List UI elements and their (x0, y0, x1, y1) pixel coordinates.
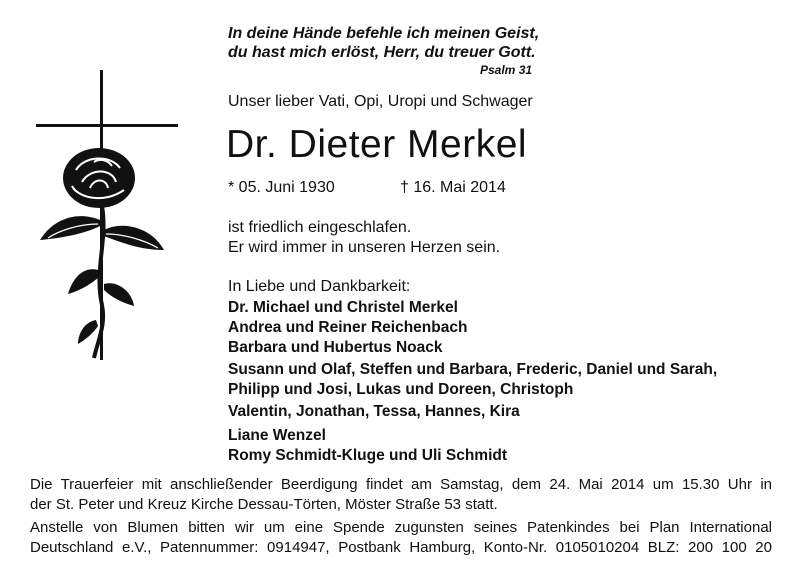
bible-verse-line: In deine Hände befehle ich meinen Geist, (228, 25, 540, 42)
cross-with-rose-icon (24, 70, 194, 360)
message-line: ist friedlich eingeschlafen. (228, 219, 412, 236)
bible-verse-line: du hast mich erlöst, Herr, du treuer Gott. (228, 44, 536, 61)
family-line: Andrea und Reiner Reichenbach (228, 319, 468, 336)
message-line: Er wird immer in unseren Herzen sein. (228, 239, 501, 256)
deceased-name: Dr. Dieter Merkel (226, 123, 528, 166)
family-group (228, 426, 507, 466)
family-line: Philipp und Josi, Lukas und Doreen, Christoph (228, 381, 574, 398)
family-line: Susann und Olaf, Steffen und Barbara, Frederic, Daniel und Sarah, (228, 361, 718, 378)
family-group (228, 298, 467, 358)
funeral-notice-line: der St. Peter und Kreuz Kirche Dessau-Törten, Möster Straße 53 statt. (30, 496, 498, 513)
family-line: Romy Schmidt-Kluge und Uli Schmidt (228, 447, 508, 464)
family-line: Barbara und Hubertus Noack (228, 339, 443, 356)
death-date: † 16. Mai 2014 (400, 179, 506, 196)
bible-verse (228, 24, 539, 62)
birth-date: * 05. Juni 1930 (228, 179, 335, 196)
funeral-notice (30, 475, 772, 515)
donation-notice (30, 518, 772, 558)
family-line: Dr. Michael und Christel Merkel (228, 299, 458, 316)
message (228, 218, 500, 258)
funeral-notice-line: Die Trauerfeier mit anschließender Beerdigung findet am Samstag, dem 24. Mai 2014 um 15.30 Uhr in (30, 476, 772, 493)
family-group (228, 402, 520, 422)
donation-notice-line: Deutschland e.V., Patennummer: 0914947, Postbank Hamburg, Konto-Nr. 0105010204 BLZ: 200 100 20 (30, 539, 772, 556)
family-line: Valentin, Jonathan, Tessa, Hannes, Kira (228, 403, 520, 420)
intro-line: Unser lieber Vati, Opi, Uropi und Schwager (228, 93, 533, 110)
family-line: Liane Wenzel (228, 427, 326, 444)
donation-notice-line: Anstelle von Blumen bitten wir um eine Spende zugunsten seines Patenkindes bei Plan International (30, 519, 772, 536)
thanks-heading: In Liebe und Dankbarkeit: (228, 278, 411, 295)
family-group (228, 360, 717, 400)
verse-source: Psalm 31 (480, 63, 533, 77)
